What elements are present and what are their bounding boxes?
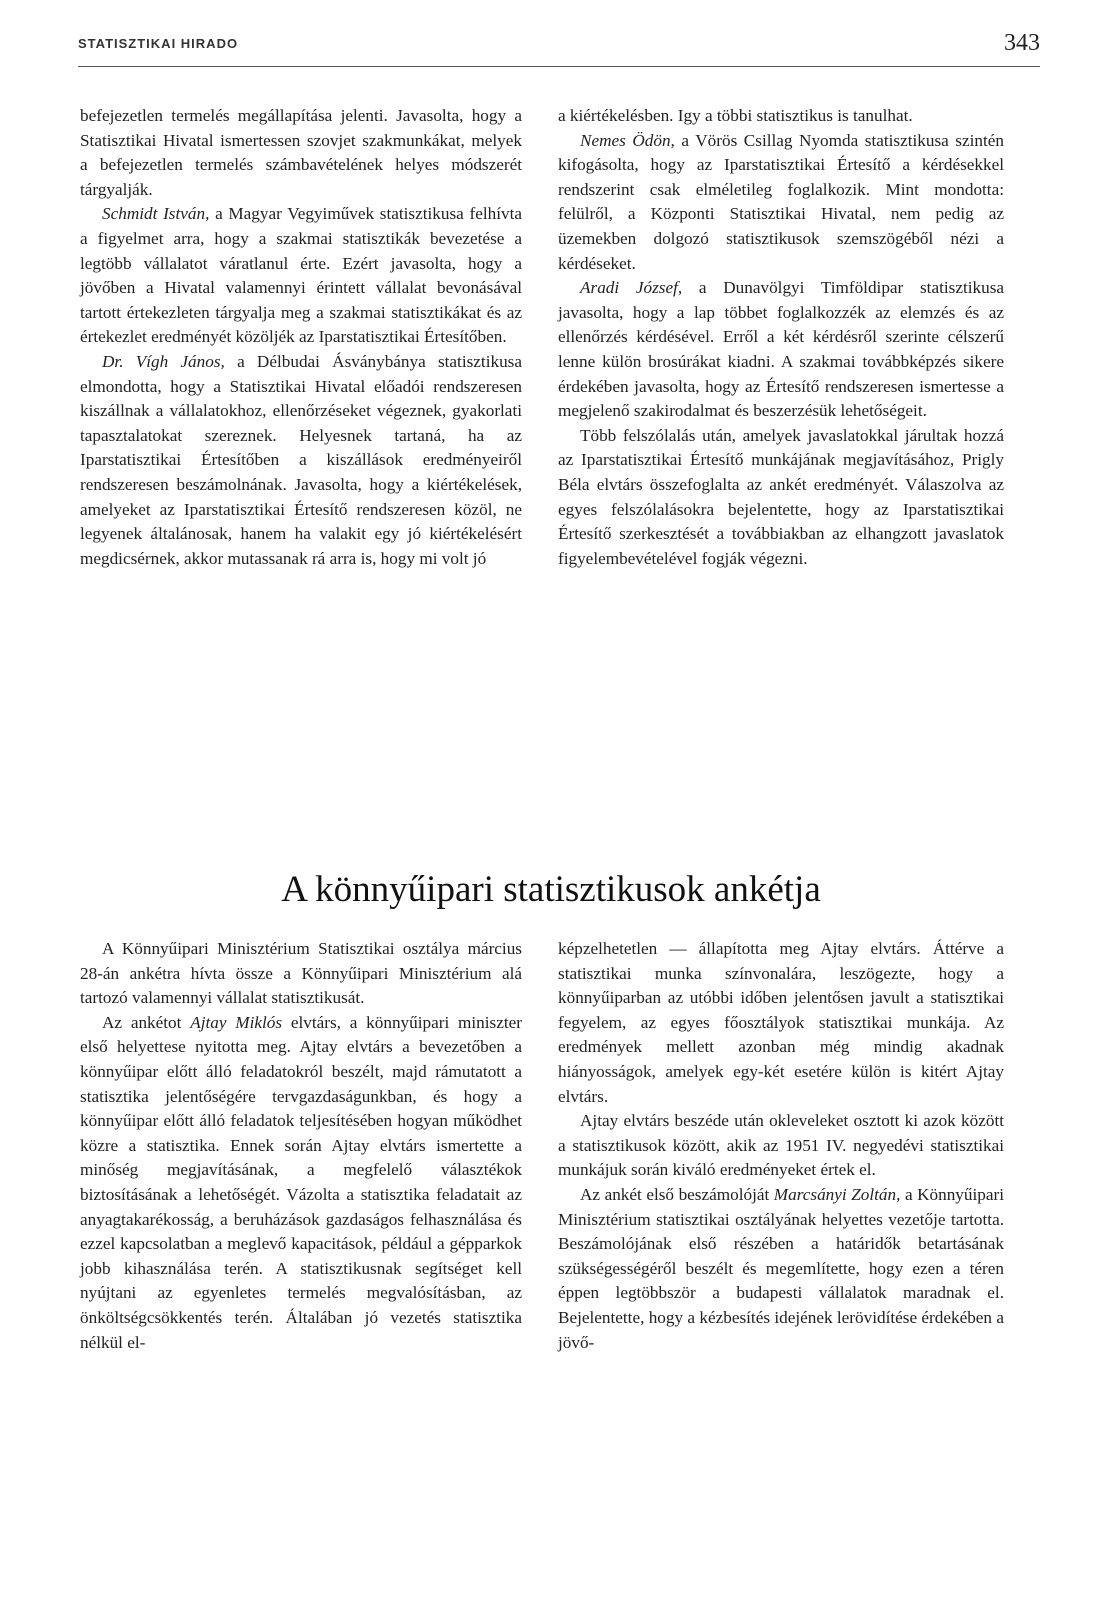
paragraph: képzelhetetlen — állapította meg Ajtay elvtárs. Áttérve a statisztikai munka színvonalára, leszögezte, hogy a könnyűiparban az utóbbi időben jelentősen javult a statisztikai fegyelem, az egyes főosztályok statisztikai munkája. Az eredmények mellett azonban még mindig akadnak hiányosságok, amelyek egy-két esetére külön is kitért Ajtay elvtárs. <box>558 939 1004 1106</box>
paragraph <box>80 350 522 571</box>
article-title: A könnyűipari statisztikusok ankétja <box>281 869 821 910</box>
upper-right-column <box>558 104 1004 571</box>
lower-right-column <box>558 937 1004 1355</box>
paragraph <box>558 129 1004 277</box>
speaker-name: Ajtay Miklós <box>190 1012 283 1032</box>
paragraph: a kiértékelésben. Igy a többi statisztikus is tanulhat. <box>558 106 913 125</box>
paragraph <box>80 1011 522 1355</box>
page-number: 343 <box>1004 30 1040 56</box>
paragraph-text: a Dunavölgyi Timföldipar statisztikusa javasolta, hogy a lap többet foglalkozzék az elemzés és az ellenőrzés kérdésével. Erről a két kérdésről szerinte célszerű lenne külön brosúrákat kiadni. A szakmai továbbképzés sikere érdekében javasolta, hogy az Értesítő rendszeresen ismertesse a megjelenő szakirodalmat és beszerzésük lehetőségeit. <box>558 278 1005 421</box>
speaker-name: Schmidt István, <box>102 204 210 224</box>
speaker-name: Dr. Vígh János, <box>102 351 225 371</box>
speaker-name: Aradi József, <box>580 278 683 298</box>
paragraph-text: Az ankét első beszámolóját <box>580 1184 774 1204</box>
paragraph-text: a Vörös Csillag Nyomda statisztikusa szintén kifogásolta, hogy az Iparstatisztikai Értesítő a kérdésekkel rendszerint csak elméletileg foglalkozik. Mint mondotta: felülről, a Központi Statisztikai Hivatal, nem pedig az üzemekben dolgozó statisztikusok szemszögéből nézi a kérdéseket. <box>558 130 1004 273</box>
lower-left-column <box>80 937 522 1355</box>
paragraph-text: elvtárs, a könnyűipari miniszter első helyettese nyitotta meg. Ajtay elvtárs a bevezetőben a könnyűipar előtt álló feladatokról beszélt, majd rámutatott a statisztika jelentőségére tervgazdaságunkban, és hogy a könnyűipar előtt álló feladatok teljesítésében hogyan működhet közre a statisztika. Ennek során Ajtay elvtárs ismertette a minőség megjavításának, a megfelelő választékok biztosításának a lehetőségét. Vázolta a statisztika feladatait az anyagtakarékosság, a beruházások gazdaságos felhasználása és ezzel kapcsolatban a meglevő kapacitások, például a gépparkok jobb kihasználása terén. A statisztikusnak segítséget kell nyújtani az egyenletes termelés megvalósításban, az önköltségcsökkentés terén. Általában jó vezetés statisztika nélkül el- <box>80 1012 522 1352</box>
paragraph: befejezetlen termelés megállapítása jelenti. Javasolta, hogy a Statisztikai Hivatal ismertessen szovjet szakmunkákat, melyek a befejezetlen termelés számbavételének helyes módszerét tárgyalják. <box>80 106 522 199</box>
speaker-name: Nemes Ödön, <box>580 130 675 150</box>
paragraph-text: a Magyar Vegyiművek statisztikusa felhívta a figyelmet arra, hogy a szakmai statisztikák bevezetése a legtöbb vállalatot váratlanul érte. Ezért javasolta, hogy a jövőben a Hivatal valamennyi érintett vállalat bevonásával tartott értekezleten tárgyalja meg a szakmai statisztikákat és az értekezlet eredményét közöljék az Iparstatisztikai Értesítőben. <box>80 204 522 347</box>
paragraph-text: a Délbudai Ásványbánya statisztikusa elmondotta, hogy a Statisztikai Hivatal előadói rendszeresen kiszállnak a vállalatokhoz, ellenőrzéseket végeznek, gyakorlati tapasztalatokat szereznek. Helyesnek tartaná, ha az Iparstatisztikai Értesítőben a kiszállások eredményeiről rendszeresen beszámolnának. Javasolta, hogy a kiértékelések, amelyeket az Iparstatisztikai Értesítő rendszeresen közöl, ne legyenek általánosak, hanem ha valakit egy jó kiértékelésért megdicsérnek, akkor mutassanak rá arra is, hogy mi volt jó <box>80 351 522 568</box>
paragraph-text: a Könnyűipari Minisztérium statisztikai osztályának helyettes vezetője tartotta. Beszámolójának első részében a határidők betartásának szükségességéről beszélt és megemlítette, hogy ezen a téren éppen legtöbbször a budapesti vállalatok maradnak el. Bejelentette, hogy a kézbesítés idejének lerövidítése érdekében a jövő- <box>558 1184 1004 1352</box>
upper-left-column <box>80 104 522 571</box>
paragraph <box>558 1183 1004 1355</box>
running-header <box>78 32 1040 67</box>
paragraph <box>80 202 522 350</box>
journal-title: STATISZTIKAI HIRADO <box>78 36 239 51</box>
paragraph <box>558 276 1004 424</box>
paragraph: Több felszólalás után, amelyek javaslatokkal járultak hozzá az Iparstatisztikai Értesítő munkájának megjavításához, Prigly Béla elvtárs összefoglalta az ankét eredményét. Válaszolva az egyes felszólalásokra bejelentette, hogy az Iparstatisztikai Értesítő szerkesztését a továbbiakban az elhangzott javaslatok figyelembevételével fogják végezni. <box>558 425 1004 568</box>
speaker-name: Marcsányi Zoltán, <box>773 1184 901 1204</box>
paragraph-text: Az ankétot <box>102 1012 191 1032</box>
paragraph: A Könnyűipari Minisztérium Statisztikai osztálya március 28-án ankétra hívta össze a Könnyűipari Minisztérium alá tartozó valamennyi vállalat statisztikusát. <box>80 939 522 1008</box>
paragraph: Ajtay elvtárs beszéde után okleveleket osztott ki azok között a statisztikusok között, akik az 1951 IV. negyedévi statisztikai munkájuk során kiváló eredményeket értek el. <box>558 1111 1004 1180</box>
